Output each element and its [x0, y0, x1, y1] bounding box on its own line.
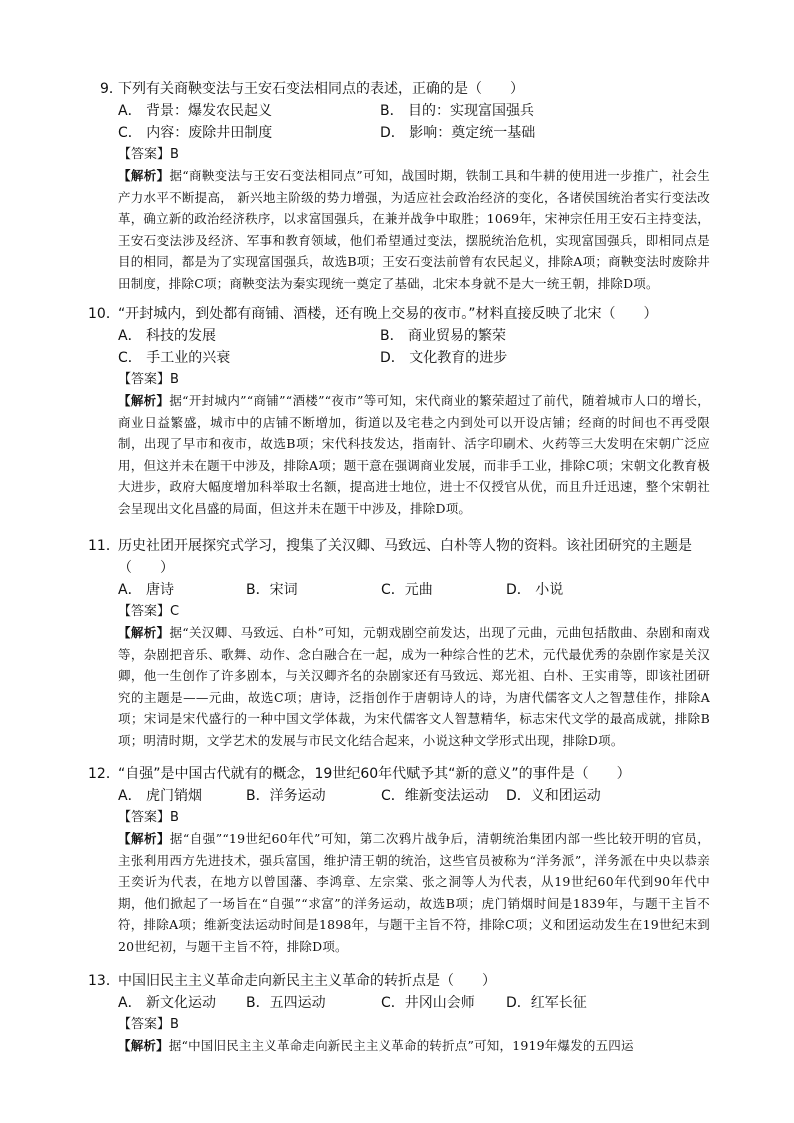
analysis-body: 据“关汉卿、马致远、白朴”可知，元朝戏剧空前发达，出现了元曲，元曲包括散曲、杂剧和南戏等，杂剧把音乐、歌舞、动作、念白融合在一起，成为一种综合性的艺术，元代最优秀的杂剧作家是关汉卿，他一生创作了许多剧本，与关汉卿齐名的杂剧家还有马致远、郑光祖、白朴、王实甫等，即该社团研究的主题是——元曲，故选C项；唐诗，泛指创作于唐朝诗人的诗，为唐代儒客文人之智慧佳作，排除A项；宋词是宋代盛行的一种中国文学体裁，为宋代儒客文人智慧精华，标志宋代文学的最高成就，排除B项；明清时期，文学艺术的发展与市民文化结合起来，小说这种文学形式出现，排除D项。: [118, 625, 710, 748]
question-number: 12．: [88, 766, 120, 782]
option-a: A． 唐诗: [118, 582, 175, 598]
analysis-tag: 【解析】: [118, 831, 170, 846]
answer-line: 【答案】C: [118, 604, 180, 619]
options-list: [100, 100, 710, 144]
question-text: 下列有关商鞅变法与王安石变法相同点的表述，正确的是（ ）: [118, 81, 524, 97]
analysis-text: [100, 165, 710, 294]
option-b: B．五四运动: [246, 995, 326, 1011]
question-text: 中国旧民主主义革命走向新民主主义革命的转折点是（ ）: [118, 973, 496, 989]
question-11: [88, 535, 710, 751]
analysis-text: [100, 828, 710, 957]
question-number: 13．: [88, 973, 120, 989]
option-a: A． 新文化运动: [118, 995, 217, 1011]
question-number: 9．: [100, 81, 123, 97]
analysis-tag: 【解析】: [118, 1038, 169, 1053]
question-stem: [88, 763, 710, 785]
analysis-text: [100, 390, 710, 519]
option-c: C． 内容：废除井田制度: [118, 125, 273, 141]
option-d: D． 小说: [506, 582, 564, 598]
question-stem: [88, 303, 710, 325]
question-stem: [88, 970, 710, 992]
option-a: A． 背景：爆发农民起义: [118, 103, 273, 119]
question-13: [88, 970, 710, 1057]
options-list: [100, 579, 710, 601]
option-c: C． 手工业的兴衰: [118, 350, 231, 366]
question-number: 11．: [88, 538, 120, 554]
option-a: A． 虎门销烟: [118, 788, 203, 804]
options-list: [100, 992, 710, 1014]
question-text: “自强”是中国古代就有的概念，19世纪60年代赋予其“新的意义”的事件是（ ）: [118, 766, 631, 782]
question-number: 10．: [88, 306, 120, 322]
answer-line: 【答案】B: [118, 147, 179, 162]
analysis-tag: 【解析】: [118, 168, 170, 183]
question-stem: [88, 535, 710, 579]
option-c: C．井冈山会师: [381, 995, 475, 1011]
option-c: C．维新变法运动: [381, 788, 489, 804]
option-b: B． 目的：实现富国强兵: [380, 103, 535, 119]
question-12: [88, 763, 710, 957]
options-list: [100, 325, 710, 369]
answer-line: 【答案】B: [118, 372, 179, 387]
question-text: “开封城内，到处都有商铺、酒楼，还有晚上交易的夜市。”材料直接反映了北宋（ ）: [118, 306, 658, 322]
analysis-text: [100, 622, 710, 751]
question-10: [88, 303, 710, 519]
options-list: [100, 785, 710, 807]
option-d: D． 影响：奠定统一基础: [380, 125, 536, 141]
question-text: 历史社团开展探究式学习，搜集了关汉卿、马致远、白朴等人物的资料。该社团研究的主题是（ ）: [118, 538, 692, 576]
option-b: B．洋务运动: [246, 788, 326, 804]
option-c: C．元曲: [381, 582, 433, 598]
option-b: B． 商业贸易的繁荣: [380, 328, 507, 344]
option-d: D．义和团运动: [506, 788, 601, 804]
answer-line: 【答案】B: [118, 810, 179, 825]
question-stem: [100, 78, 710, 100]
analysis-tag: 【解析】: [118, 625, 170, 640]
analysis-body: 据“商鞅变法与王安石变法相同点”可知，战国时期，铁制工具和牛耕的使用进一步推广，社会生产力水平不断提高， 新兴地主阶级的势力增强，为适应社会政治经济的变化，各诸侯国统治者实行变法改革，确立新的政治经济秩序，以求富国强兵，在兼并战争中取胜；1069年，宋神宗任用王安石主持变法，王安石变法涉及经济、军事和教育领域，他们希望通过变法，摆脱统治危机，实现富国强兵，即相同点是目的相同，都是为了实现富国强兵，故选B项；王安石变法前曾有农民起义，排除A项；商鞅变法时废除井田制度，排除C项；商鞅变法为秦实现统一奠定了基础，北宋本身就不是大一统王朝，排除D项。: [118, 168, 710, 291]
question-9: [100, 78, 710, 294]
option-d: D．红军长征: [506, 995, 587, 1011]
option-a: A． 科技的发展: [118, 328, 217, 344]
option-d: D． 文化教育的进步: [380, 350, 508, 366]
option-b: B．宋词: [246, 582, 298, 598]
analysis-body: 据“自强”“19世纪60年代”可知，第二次鸦片战争后，清朝统治集团内部一些比较开明的官员，主张利用西方先进技术，强兵富国，维护清王朝的统治，这些官员被称为“洋务派”，洋务派在中央以恭亲王奕䜣为代表，在地方以曾国藩、李鸿章、左宗棠、张之洞等人为代表，从19世纪60年代到90年代中期，他们掀起了一场旨在“自强”“求富”的洋务运动，故选B项；虎门销烟时间是1839年，与题干主旨不符，排除A项；维新变法运动时间是1898年，与题干主旨不符，排除C项；义和团运动发生在19世纪末到20世纪初，与题干主旨不符，排除D项。: [118, 831, 710, 954]
analysis-text: [100, 1035, 710, 1057]
answer-line: 【答案】B: [118, 1017, 179, 1032]
analysis-body: 据“开封城内”“商铺”“酒楼”“夜市”等可知，宋代商业的繁荣超过了前代，随着城市人口的增长，商业日益繁盛，城市中的店铺不断增加，街道以及宅巷之内到处可以开设店铺；经商的时间也不再受限制，出现了早市和夜市，故选B项；宋代科技发达，指南针、活字印刷术、火药等三大发明在宋朝广泛应用，但这并未在题干中涉及，排除A项；题干意在强调商业发展，而非手工业，排除C项；宋朝文化教育极大进步，政府大幅度增加科举取士名额，提高进士地位，进士不仅授官从优，而且升迁迅速，整个宋朝社会呈现出文化昌盛的局面，但这并未在题干中涉及，排除D项。: [118, 393, 710, 516]
analysis-body: 据“中国旧民主主义革命走向新民主主义革命的转折点”可知，1919年爆发的五四运: [168, 1038, 634, 1053]
analysis-tag: 【解析】: [118, 393, 170, 408]
